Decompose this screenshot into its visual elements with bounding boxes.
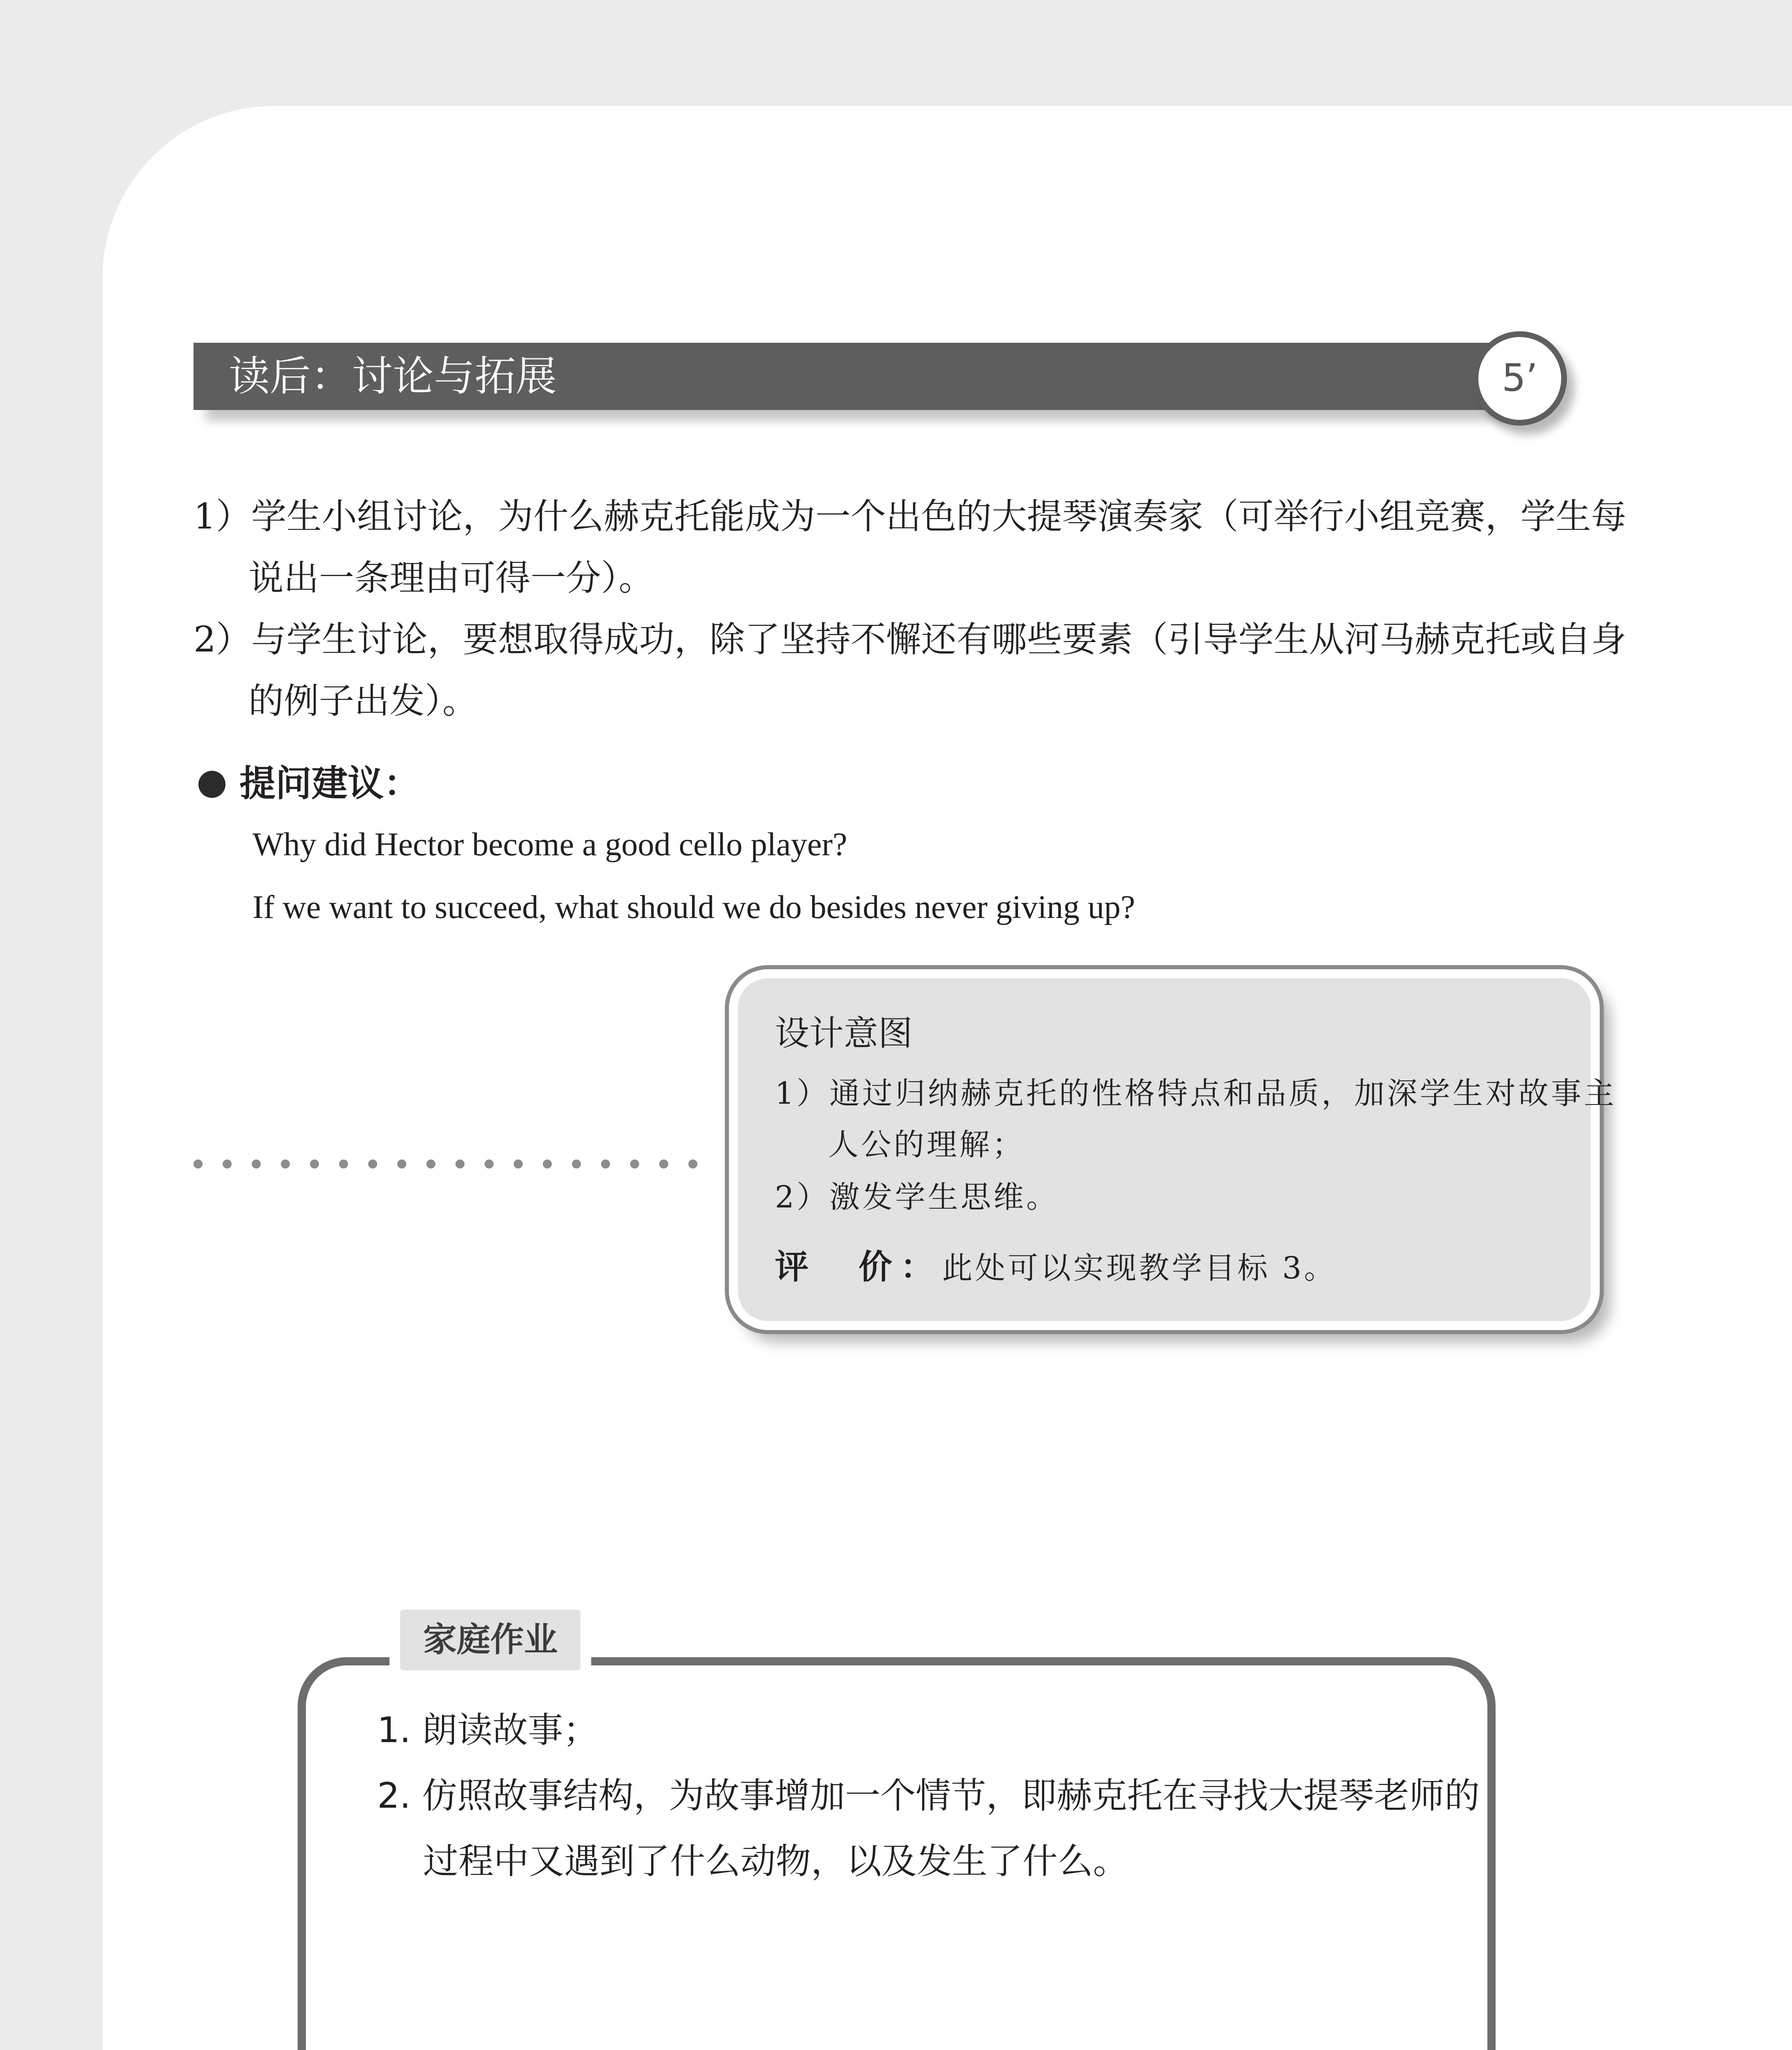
evaluation-row <box>775 1241 1337 1303</box>
question-1: Why did Hector become a good cello player? <box>253 827 847 863</box>
design-intent-item-2: 2）激发学生思维。 <box>775 1180 1059 1215</box>
question-tips-label: 提问建议： <box>239 762 420 804</box>
design-intent-title: 设计意图 <box>775 1013 913 1053</box>
dotted-leader-line <box>194 1156 706 1173</box>
bullet-icon <box>198 771 225 798</box>
time-badge: 5’ <box>1473 331 1567 426</box>
activity-item-1: 1）学生小组讨论，为什么赫克托能成为一个出色的大提琴演奏家（可举行小组竞赛，学生每说出一条理由可得一分）。 <box>194 496 1626 599</box>
homework-item-2: 2. 仿照故事结构，为故事增加一个情节，即赫克托在寻找大提琴老师的过程中又遇到了什么动物，以及发生了什么。 <box>377 1775 1480 1882</box>
homework-item-1: 1. 朗读故事； <box>377 1710 599 1751</box>
design-intent-item-1: 1）通过归纳赫克托的性格特点和品质，加深学生对故事主人公的理解； <box>775 1076 1617 1162</box>
homework-tab: 家庭作业 <box>389 1599 591 1681</box>
section-title: 读后：讨论与拓展 <box>229 352 557 400</box>
evaluation-text: 此处可以实现教学目标 3。 <box>942 1250 1337 1286</box>
evaluation-label: 评 价： <box>775 1248 943 1287</box>
question-2: If we want to succeed, what should we do besides never giving up? <box>253 889 1135 925</box>
activity-item-2: 2）与学生讨论，要想取得成功，除了坚持不懈还有哪些要素（引导学生从河马赫克托或自身的例子出发）。 <box>194 619 1626 722</box>
